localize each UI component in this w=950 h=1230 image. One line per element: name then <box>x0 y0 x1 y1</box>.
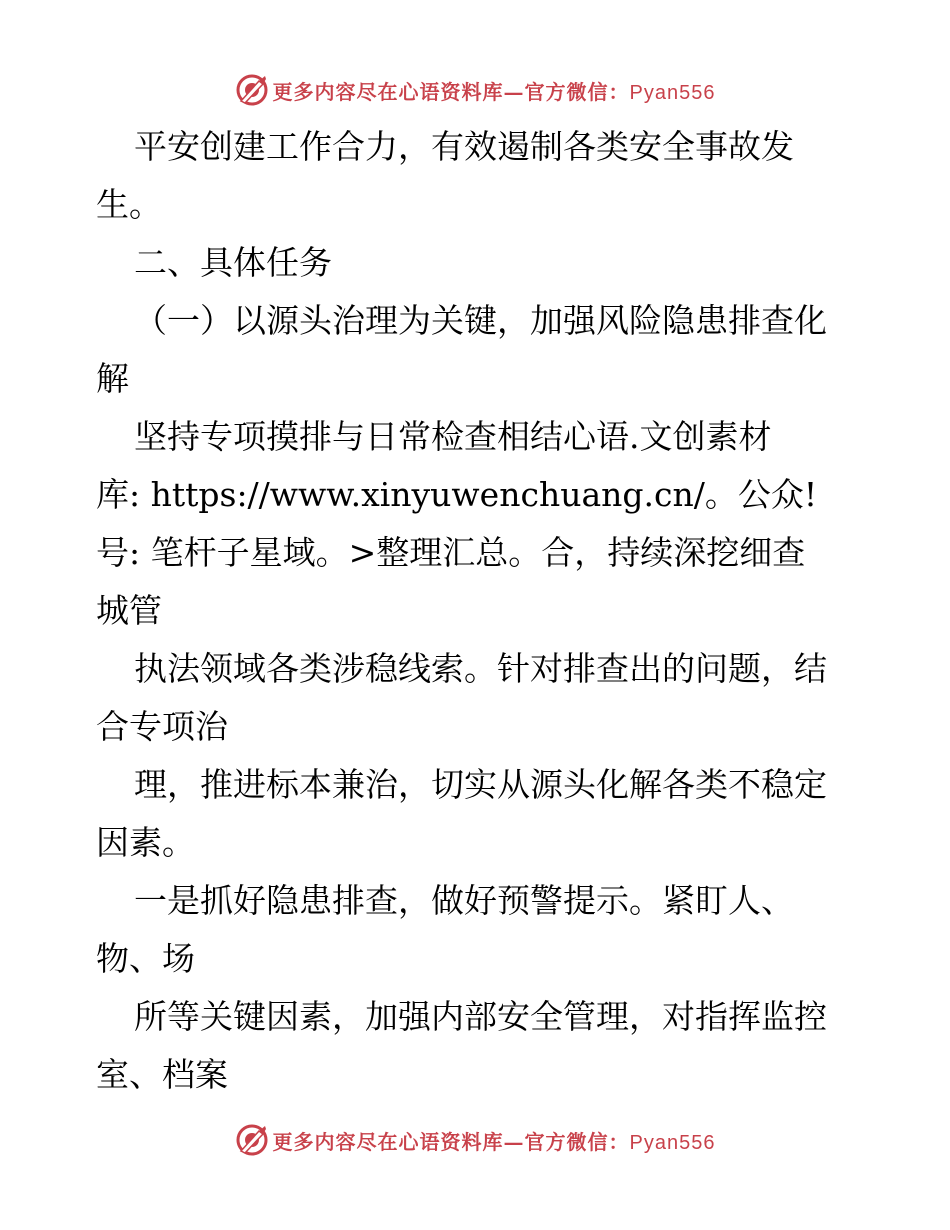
text-line: 室、档案 <box>96 1055 228 1094</box>
header-banner-handle: Pyan556 <box>629 81 716 104</box>
text-line: 平安创建工作合力，有效遏制各类安全事故发 <box>134 127 794 166</box>
footer-banner-text: 更多内容尽在心语资料库—官方微信：Pyan556 <box>272 1129 716 1154</box>
text-line: 二、具体任务 <box>134 243 332 282</box>
header-banner-text: 更多内容尽在心语资料库—官方微信：Pyan556 <box>272 79 716 104</box>
text-line: 物、场 <box>96 939 195 978</box>
header-banner <box>0 70 950 110</box>
text-line: 因素。 <box>96 823 195 862</box>
text-line: 理，推进标本兼治，切实从源头化解各类不稳定 <box>134 765 827 804</box>
text-line: 号: 笔杆子星域。>整理汇总。合，持续深挖细查 <box>96 533 806 572</box>
pen-logo-icon <box>235 73 269 107</box>
text-line: 一是抓好隐患排查，做好预警提示。紧盯人、 <box>134 881 794 920</box>
pen-logo-icon <box>235 1123 269 1157</box>
text-line: 所等关键因素，加强内部安全管理，对指挥监控 <box>134 997 827 1036</box>
text-line: 库: https://www.xinyuwenchuang.cn/。公众! <box>96 475 818 514</box>
text-line: 执法领域各类涉稳线索。针对排查出的问题，结 <box>134 649 827 688</box>
text-line: 坚持专项摸排与日常检查相结心语.文创素材 <box>134 417 772 456</box>
text-line: 生。 <box>96 185 162 224</box>
text-line: 合专项治 <box>96 707 228 746</box>
document-body <box>96 118 886 1104</box>
text-line: 城管 <box>96 591 162 630</box>
text-line: 解 <box>96 359 129 398</box>
text-line: （一）以源头治理为关键，加强风险隐患排查化 <box>134 301 827 340</box>
footer-banner-handle: Pyan556 <box>629 1131 716 1154</box>
footer-banner <box>0 1120 950 1160</box>
